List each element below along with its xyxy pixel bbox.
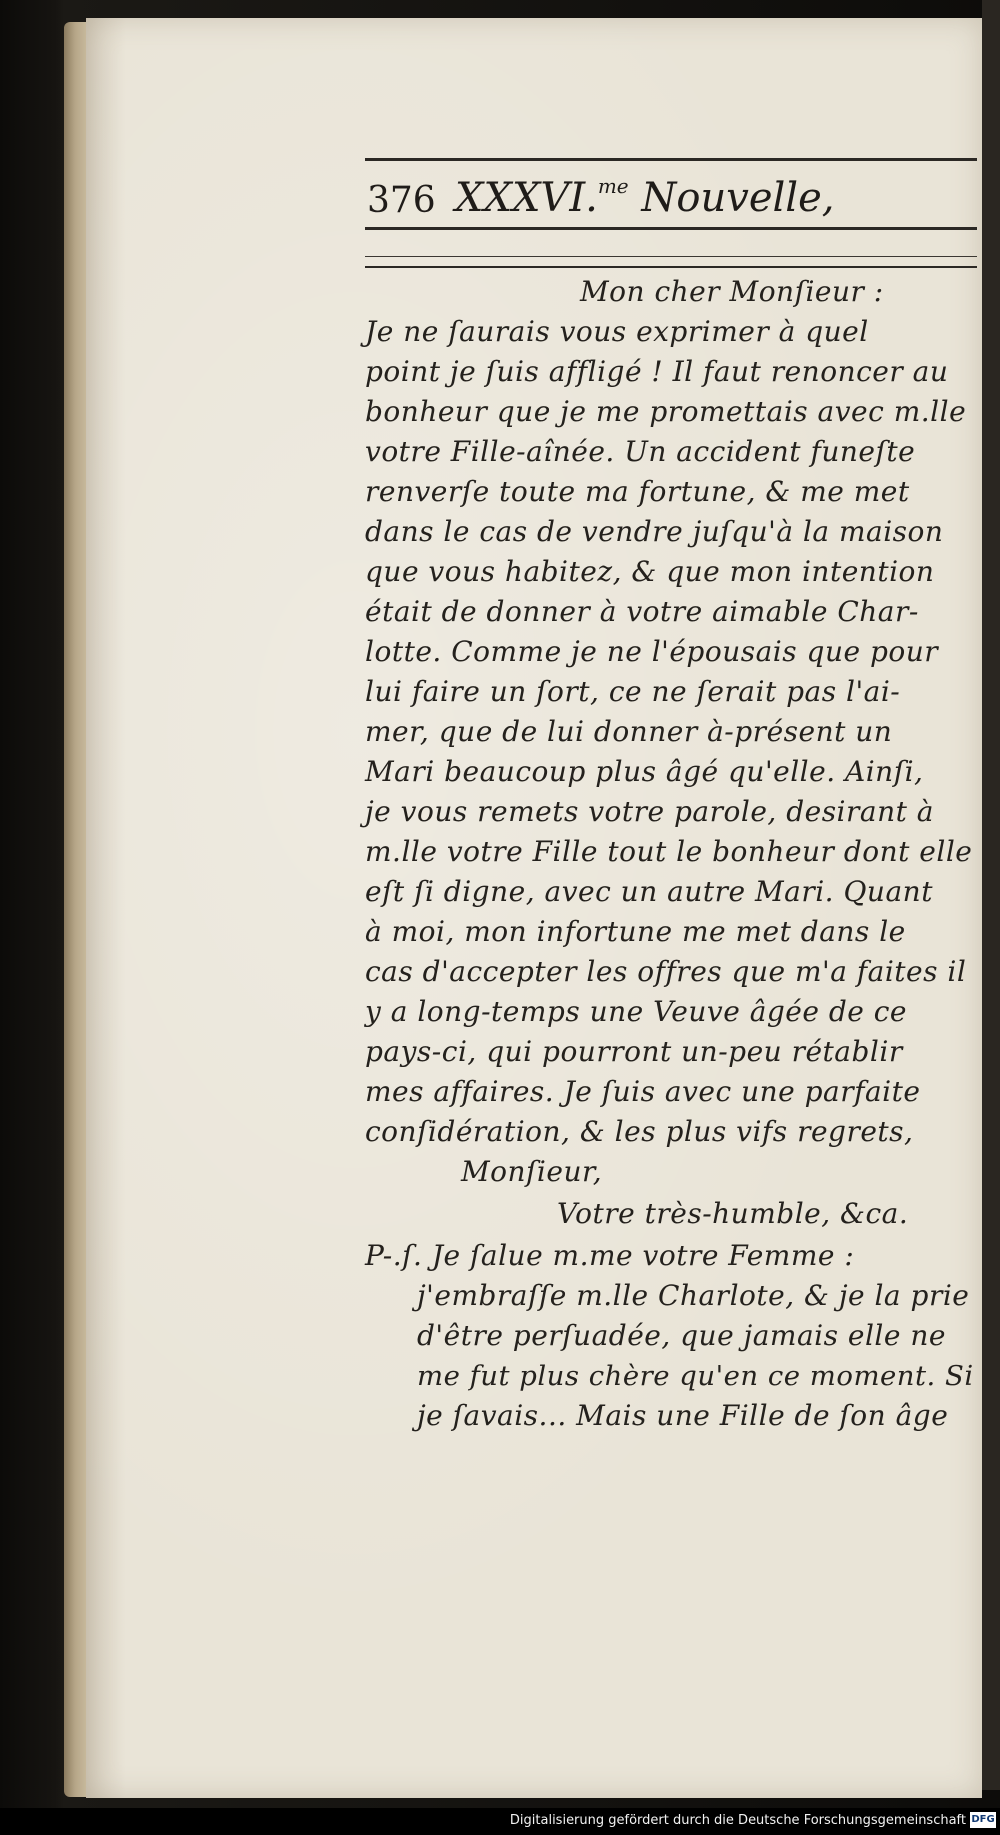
postscript-line: me fut plus chère qu'en ce moment. Si bbox=[417, 1360, 974, 1392]
header-rule-bottom-2 bbox=[365, 256, 977, 257]
text-line: point je ſuis affligé ! Il faut renoncer au bbox=[365, 355, 949, 388]
text-line: à moi, mon infortune me met dans le bbox=[365, 915, 906, 948]
text-line: votre Fille-aînée. Un accident funeſte bbox=[365, 435, 916, 468]
running-title-superscript: me bbox=[597, 174, 629, 198]
text-line: eſt ſi digne, avec un autre Mari. Quant bbox=[365, 875, 933, 908]
text-line: Mari beaucoup plus âgé qu'elle. Ainſi, bbox=[365, 755, 924, 788]
text-line: lotte. Comme je ne l'épousais que pour bbox=[365, 635, 939, 668]
text-line: Mon cher Monſieur : bbox=[580, 275, 884, 308]
text-line: je vous remets votre parole, desirant à bbox=[365, 795, 934, 828]
text-line: mes affaires. Je ſuis avec une parfaite bbox=[365, 1075, 921, 1108]
text-line: Je ne ſaurais vous exprimer à quel bbox=[365, 315, 869, 348]
text-line: bonheur que je me promettais avec m.lle bbox=[365, 395, 967, 428]
dfg-logo: DFG bbox=[970, 1812, 996, 1828]
page-header bbox=[365, 166, 977, 226]
postscript-line: j'embraſſe m.lle Charlote, & je la prie bbox=[417, 1279, 970, 1312]
closing-salutation: Monſieur, bbox=[461, 1155, 603, 1188]
header-rule-bottom-1 bbox=[365, 227, 977, 230]
text-line: m.lle votre Fille tout le bonheur dont elle bbox=[365, 835, 973, 868]
text-line: renverſe toute ma fortune, & me met bbox=[365, 475, 910, 508]
text-line: mer, que de lui donner à-présent un bbox=[365, 715, 893, 748]
page-number: 376 bbox=[367, 180, 436, 221]
text-line: conſidération, & les plus vifs regrets, bbox=[365, 1115, 914, 1148]
text-line: était de donner à votre aimable Char- bbox=[365, 595, 919, 628]
digitization-credit: Digitalisierung gefördert durch die Deutsche Forschungsgemeinschaft bbox=[509, 1813, 966, 1828]
text-line: cas d'accepter les offres que m'a faites il bbox=[365, 955, 967, 988]
running-title bbox=[455, 174, 834, 221]
text-line: lui faire un ſort, ce ne ſerait pas l'ai- bbox=[365, 675, 901, 708]
header-rule-top bbox=[365, 158, 977, 161]
header-rule-bottom-3 bbox=[365, 266, 977, 268]
signature-line: Votre très-humble, &ca. bbox=[557, 1197, 909, 1230]
running-title-numeral: XXXVI. bbox=[455, 175, 598, 221]
postscript-line: d'être perſuadée, que jamais elle ne bbox=[417, 1319, 946, 1352]
postscript-line: P-.ſ. Je ſalue m.me votre Femme : bbox=[365, 1239, 855, 1272]
running-title-word: Nouvelle, bbox=[628, 175, 835, 221]
text-line: pays-ci, qui pourront un-peu rétablir bbox=[365, 1035, 903, 1068]
facing-page-edge bbox=[982, 0, 1000, 1790]
text-line: que vous habitez, & que mon intention bbox=[365, 555, 935, 588]
postscript-line: je ſavais... Mais une Fille de ſon âge bbox=[417, 1399, 949, 1432]
text-line: dans le cas de vendre juſqu'à la maison bbox=[365, 515, 944, 548]
text-line: y a long-temps une Veuve âgée de ce bbox=[365, 995, 907, 1028]
